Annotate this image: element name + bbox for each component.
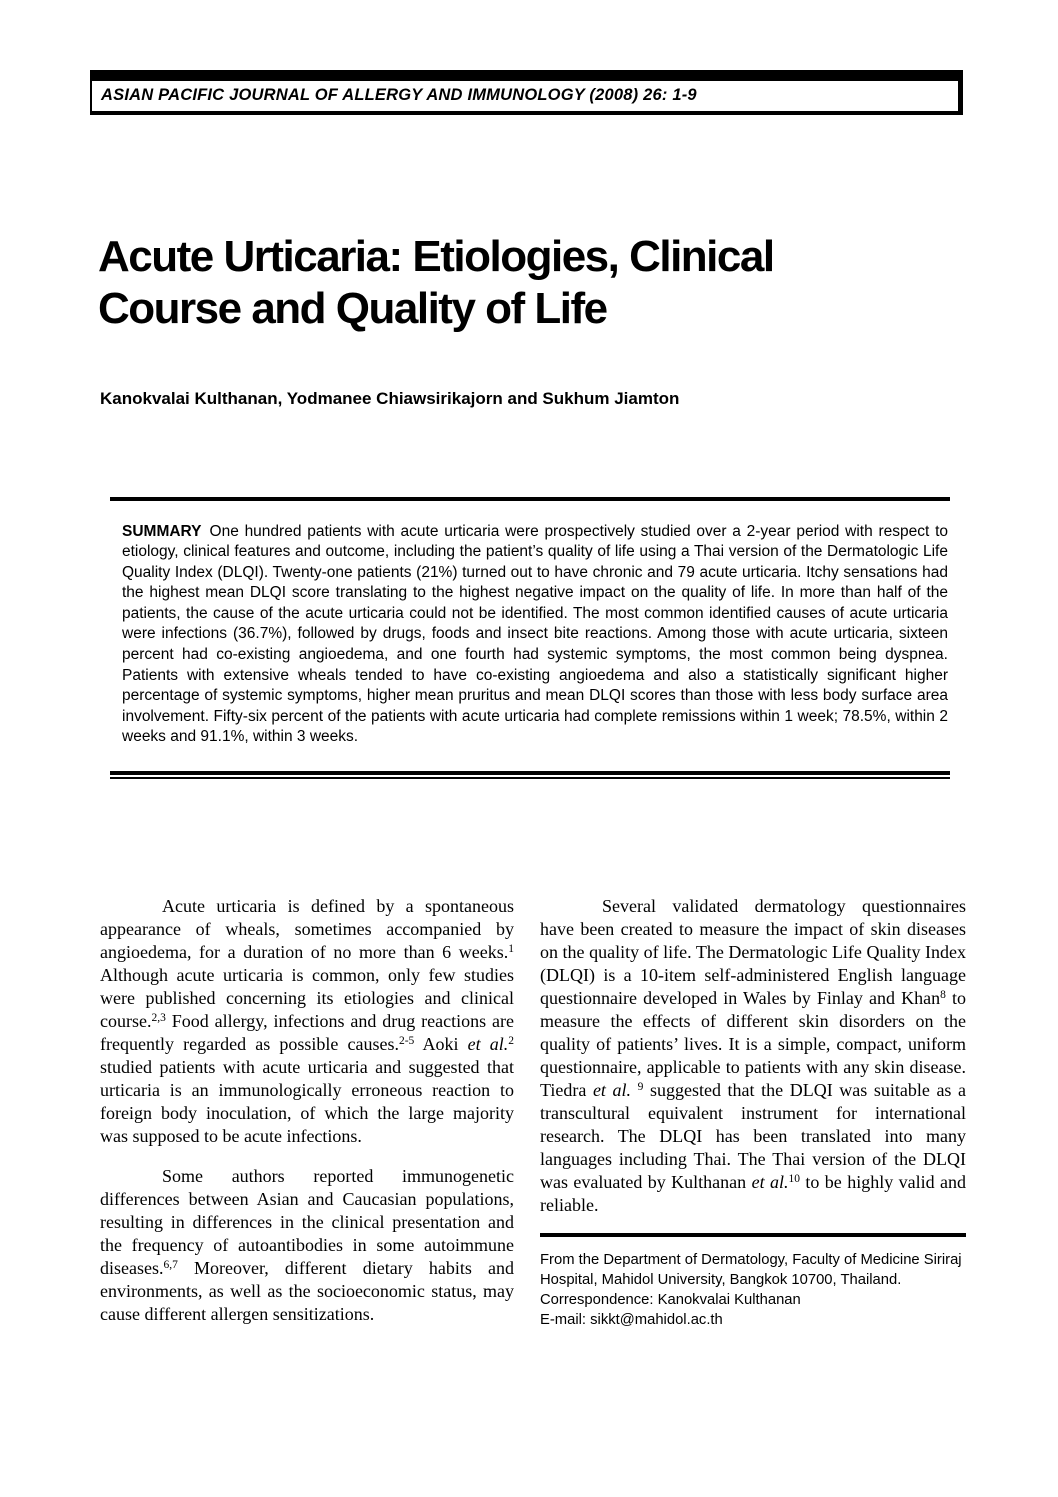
summary-paragraph [110,517,950,756]
left-column [100,895,514,1330]
authors-line: Kanokvalai Kulthanan, Yodmanee Chiawsirikajorn and Sukhum Jiamton [100,389,680,408]
article-title [98,231,938,335]
footnote-affiliation-line-2: Hospital, Mahidol University, Bangkok 10700, Thailand. [540,1271,902,1288]
summary-section [110,497,950,779]
footnote-correspondence-line: Correspondence: Kanokvalai Kulthanan [540,1291,801,1308]
article-title-line-2: Course and Quality of Life [98,284,607,333]
journal-banner-text: ASIAN PACIFIC JOURNAL OF ALLERGY AND IMMUNOLOGY (2008) 26: 1-9 [101,86,697,104]
right-column [540,895,966,1330]
footnote-rule [540,1233,966,1237]
summary-top-rule [110,497,950,501]
summary-label: SUMMARY [122,522,202,540]
footnote-email-line: E-mail: sikkt@mahidol.ac.th [540,1311,723,1328]
paragraph-immunogenetic-differences: Some authors reported immunogenetic differences between Asian and Caucasian populations, resulting in differences in the clinical presentation and the frequency of autoantibodies in some autoimmune diseases.$^{6,7}$ Moreover, different dietary habits and environments, as well as the socioeconomic status, may cause different allergen sensitizations. [100,1165,514,1324]
summary-text: One hundred patients with acute urticaria were prospectively studied over a 2-year period with respect to etiology, clinical features and outcome, including the patient’s quality of life using a Thai version of the Dermatologic Life Quality Index (DLQI). Twenty-one patients (21%) turned out to have chronic and 79 acute urticaria. Itchy sensations had the highest mean DLQI score translating to the highest negative impact on the quality of life. In more than half of the patients, the cause of the acute urticaria could not be identified. The most common identified causes of acute urticaria were infections (36.7%), followed by drugs, foods and insect bite reactions. Among those with acute urticaria, sixteen percent had co-existing angioedema, and one fourth had systemic symptoms, the most common being dyspnea. Patients with extensive wheals tended to have co-existing angioedema and also a statistically significant higher percentage of systemic symptoms, higher mean pruritus and mean DLQI scores than those with less body surface area involvement. Fifty-six percent of the patients with acute urticaria had complete remissions within 1 week; 78.5%, within 2 weeks and 91.1%, within 3 weeks. [122,522,948,746]
footnote-affiliation-line-1: From the Department of Dermatology, Faculty of Medicine Siriraj [540,1251,962,1268]
footnote [540,1233,966,1330]
summary-bottom-rule [110,771,950,779]
paragraph-dlqi-questionnaire: Several validated dermatology questionnaires have been created to measure the impact of skin diseases on the quality of life. The Dermatologic Life Quality Index (DLQI) is a 10-item self-administered English language questionnaire developed in Wales by Finlay and Khan$^8$ to measure the effects of different skin disorders on the quality of patients’ lives. It is a simple, compact, uniform questionnaire, applicable to patients with any skin disease. Tiedra et al. $^9$ suggested that the DLQI was suitable as a transcultural equivalent instrument for international research. The DLQI has been translated into many languages including Thai. The Thai version of the DLQI was evaluated by Kulthanan et al.$^{10}$ to be highly valid and reliable. [540,895,967,1215]
paragraph-acute-urticaria-definition: Acute urticaria is defined by a spontaneous appearance of wheals, sometimes accompanied by angioedema, for a duration of no more than 6 weeks.$^1$ Although acute urticaria is common, only few studies were published concerning its etiologies and clinical course.$^{2,3}$ Food allergy, infections and drug reactions are frequently regarded as possible causes.$^{2-5}$ Aoki et al.$^2$ studied patients with acute urticaria and suggested that urticaria is an immunologically erroneous reaction to foreign body inoculation, of which the large majority was supposed to be acute infections. [100,895,514,1146]
body-columns [100,895,966,1330]
article-title-line-1: Acute Urticaria: Etiologies, Clinical [98,232,774,281]
journal-banner [90,70,963,115]
